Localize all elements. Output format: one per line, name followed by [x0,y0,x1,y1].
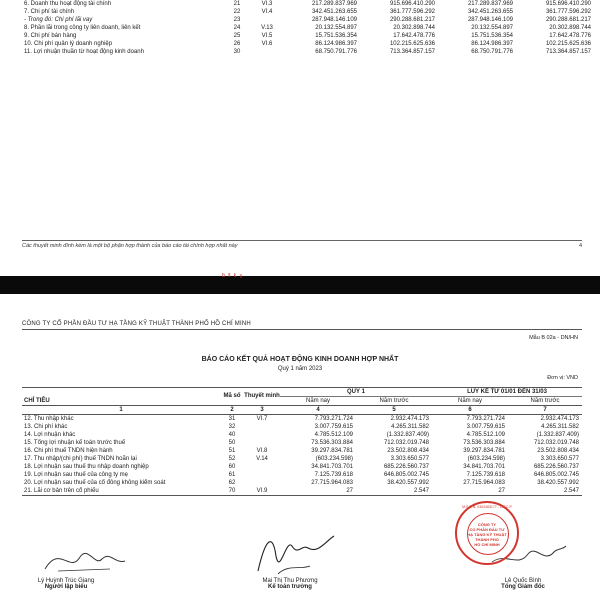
header-divider [22,329,582,330]
quarter-last-year: 646.805.002.745 [383,472,430,478]
cumulative-this-year: 15.751.536.354 [471,33,513,39]
item-note [244,479,280,487]
seal-registration-text: M.S.D.N: 0302483177 - C.T.C.P [462,505,512,509]
table-row [22,40,594,48]
item-code: 52 [228,456,236,462]
table-row [22,431,582,439]
report-page-current [0,294,600,600]
item-label: 11. Lợi nhuận thuần từ hoạt động kinh doanh [24,49,144,55]
index-cell: 1 [22,406,220,415]
cumulative-this-year: 86.124.986.397 [471,41,513,47]
quarter-last-year: 361.777.596.292 [389,9,435,15]
quarter-last-year: 290.288.681.217 [389,17,435,23]
footnote [22,240,582,249]
item-note: VI.3 [261,1,273,7]
item-label: 6. Doanh thu hoạt động tài chính [24,1,112,7]
item-label: 17. Thu nhập/(chi phí) thuế TNDN hoãn lại [24,456,137,462]
item-label: 10. Chi phí quản lý doanh nghiệp [24,41,113,47]
signer-chief-accountant [240,578,340,590]
cumulative-this-year: 4.785.512.109 [466,432,506,438]
item-note [244,423,280,431]
item-label: 7. Chi phí tài chính [24,9,75,15]
seal-line: CỔ PHẦN ĐẦU TƯ [469,527,505,532]
quarter-this-year: (603.234.598) [315,456,353,462]
item-code: 62 [228,480,236,486]
seal-line: HỒ CHÍ MINH [474,542,500,547]
report-title: BÁO CÁO KẾT QUẢ HOẠT ĐỘNG KINH DOANH HỢP NHẤT [201,356,399,363]
signer-role: Tổng Giám đốc [501,584,545,590]
quarter-this-year: 4.785.512.109 [314,432,353,438]
quarter-last-year: (1.332.837.409) [386,432,430,438]
item-note: VI.7 [256,416,268,422]
cumulative-this-year: 7.125.739.618 [466,472,506,478]
item-code: 70 [228,488,236,494]
item-code: 26 [233,41,241,47]
cumulative-last-year: 685.226.560.737 [533,464,580,470]
signer-name: Lý Huỳnh Trúc Giang [37,578,95,584]
quarter-last-year: 23.502.808.434 [387,448,430,454]
col-header-this-year-cumulative: Năm nay [458,398,483,404]
item-label: 18. Lợi nhuận sau thuế thu nhập doanh nghiệp [24,464,149,470]
signer-name: Mai Thị Thu Phương [262,578,318,584]
page-number: 4 [578,243,582,249]
cumulative-last-year: 361.777.596.292 [545,9,591,15]
quarter-last-year: 712.032.019.748 [383,440,430,446]
table-row [22,415,582,424]
company-name: CÔNG TY CỔ PHẦN ĐẦU TƯ HẠ TẦNG KỸ THUẬT THÀNH PHỐ HỒ CHÍ MINH [22,321,251,327]
col-group-quarter: QUÝ 1 [280,388,432,397]
item-code: 60 [228,464,236,470]
cumulative-this-year: 34.841.703.701 [463,464,506,470]
seal-line: HẠ TẦNG KỸ THUẬT [467,532,507,537]
item-label: 15. Tổng lợi nhuận kế toán trước thuế [24,440,126,446]
table-row [22,455,582,463]
col-header-last-year: Năm trước [379,398,409,404]
table-row [22,471,582,479]
quarter-this-year: 20.132.554.897 [315,25,357,31]
cumulative-last-year: 915.696.410.290 [545,1,591,7]
quarter-last-year: 685.226.560.737 [383,464,430,470]
item-code: 40 [228,432,236,438]
item-code: 61 [228,472,236,478]
signer-name: Lê Quốc Bình [504,578,542,584]
cumulative-this-year: 3.007.759.615 [466,424,506,430]
quarter-last-year: 17.642.478.776 [393,33,435,39]
form-code: Mẫu B 02a - DN/HN [529,335,578,341]
index-cell: 3 [244,406,280,415]
quarter-this-year: 7.793.271.724 [314,416,353,422]
item-code: 21 [233,1,241,7]
income-statement-table [22,387,582,496]
cumulative-last-year: 290.288.681.217 [545,17,591,23]
index-row [22,406,582,415]
cumulative-this-year: 27 [498,488,506,494]
cumulative-this-year: 287.948.146.109 [467,17,513,23]
item-code: 32 [228,424,236,430]
signer-preparer [16,578,116,590]
quarter-last-year: 713.364.857.157 [389,49,435,55]
item-label: 21. Lãi cơ bản trên cổ phiếu [24,488,99,494]
table-row [22,16,594,24]
report-period: Quý 1 năm 2023 [277,366,323,372]
quarter-this-year: 27.715.964.083 [311,480,353,486]
table-row [22,479,582,487]
cumulative-last-year: 712.032.019.748 [533,440,580,446]
seal-line: CÔNG TY [477,522,497,527]
item-label: 14. Lợi nhuận khác [24,432,76,438]
signer-general-director [468,578,578,590]
company-seal [455,501,519,565]
quarter-last-year: 915.696.410.290 [389,1,435,7]
item-note [244,431,280,439]
cumulative-this-year: 68.750.791.776 [471,49,513,55]
cumulative-this-year: 27.715.964.083 [463,480,506,486]
cumulative-last-year: 2.932.474.173 [540,416,580,422]
cumulative-last-year: (1.332.837.409) [536,432,580,438]
col-header-last-year-cumulative: Năm trước [530,398,560,404]
quarter-this-year: 7.125.739.618 [314,472,353,478]
item-label: 8. Phần lãi trong công ty liên doanh, liên kết [24,25,141,31]
item-note: VI.9 [256,488,268,494]
quarter-last-year: 4.265.311.582 [391,424,430,430]
cumulative-this-year: 20.132.554.897 [471,25,513,31]
quarter-last-year: 2.547 [414,488,430,494]
index-cell: 6 [432,406,508,415]
item-note: VI.8 [256,448,268,454]
table-row [22,24,594,32]
item-note: VI.5 [261,33,273,39]
item-code: 23 [233,17,241,23]
quarter-this-year: 27 [346,488,353,494]
item-note: V.13 [261,25,273,31]
item-code: 24 [233,25,241,31]
quarter-this-year: 15.751.536.354 [315,33,357,39]
cumulative-this-year: (603.234.598) [467,456,506,462]
page-separator [0,273,600,294]
col-header-this-year: Năm nay [305,398,330,404]
quarter-this-year: 68.750.791.776 [315,49,357,55]
scan-mark: ƀ Ⅱ ƙ ɣ [222,273,244,279]
table-row [22,463,582,471]
cumulative-this-year: 7.793.271.724 [466,416,506,422]
quarter-last-year: 20.302.898.744 [393,25,435,31]
item-code: 30 [233,49,241,55]
table-row [22,48,594,56]
cumulative-this-year: 342.451.263.655 [467,9,513,15]
signer-role: Người lập biểu [44,584,88,590]
table-row [22,447,582,455]
cumulative-last-year: 20.302.898.744 [549,25,591,31]
item-note: VI.4 [261,9,273,15]
quarter-this-year: 86.124.986.397 [315,41,357,47]
previous-page-table [22,0,594,56]
item-label: 19. Lợi nhuận sau thuế của công ty mẹ [24,472,129,478]
cumulative-last-year: 713.364.857.157 [545,49,591,55]
quarter-last-year: 3.303.650.577 [390,456,430,462]
cumulative-this-year: 217.289.837.969 [467,1,513,7]
item-label: 12. Thu nhập khác [24,416,74,422]
table-row [22,0,594,8]
quarter-this-year: 287.948.146.109 [311,17,357,23]
cumulative-last-year: 23.502.808.434 [537,448,580,454]
item-code: 31 [228,416,236,422]
footnote-text: Các thuyết minh đính kèm là một bộ phận hợp thành của báo cáo tài chính hợp nhất này [22,243,238,249]
col-header-item: CHỈ TIÊU [24,398,50,404]
table-row [22,423,582,431]
signer-role: Kế toán trưởng [268,584,312,590]
item-label: - Trong đó: Chi phí lãi vay [24,17,93,23]
quarter-this-year: 217.289.837.969 [311,1,357,7]
currency-unit: Đơn vị: VND [547,375,578,381]
item-label: 9. Chi phí bán hàng [24,33,77,39]
quarter-this-year: 3.007.759.615 [314,424,353,430]
col-group-cumulative: LŨY KẾ TỪ 01/01 ĐẾN 31/03 [432,388,582,397]
col-header-note: Thuyết minh [244,393,280,399]
index-cell: 4 [280,406,356,415]
item-note [244,439,280,447]
item-label: 20. Lợi nhuận sau thuế của cổ đông không kiểm soát [24,480,166,486]
cumulative-last-year: 646.805.002.745 [533,472,580,478]
cumulative-this-year: 73.536.303.884 [463,440,506,446]
quarter-last-year: 102.215.625.636 [389,41,435,47]
item-note: V.14 [256,456,268,462]
quarter-last-year: 2.932.474.173 [390,416,430,422]
cumulative-last-year: 102.215.625.636 [545,41,591,47]
report-page-previous [0,0,600,276]
index-cell: 5 [356,406,432,415]
quarter-this-year: 34.841.703.701 [311,464,353,470]
quarter-this-year: 73.536.303.884 [311,440,353,446]
item-label: 13. Chi phí khác [24,424,68,430]
item-label: 16. Chi phí thuế TNDN hiện hành [24,448,113,454]
cumulative-last-year: 3.303.650.577 [540,456,580,462]
cumulative-last-year: 17.642.478.776 [549,33,591,39]
cumulative-last-year: 4.265.311.582 [541,424,580,430]
col-header-code: Mã số [223,393,241,399]
index-cell: 7 [508,406,582,415]
quarter-this-year: 39.297.834.781 [311,448,353,454]
table-row [22,439,582,447]
item-code: 50 [228,440,236,446]
item-note [252,48,282,56]
item-code: 25 [233,33,241,39]
signature-preparer [40,539,130,579]
table-row [22,32,594,40]
seal-text [457,522,517,547]
signature-chief-accountant [248,526,338,581]
item-note [244,463,280,471]
seal-line: THÀNH PHỐ [475,537,499,542]
cumulative-this-year: 39.297.834.781 [463,448,506,454]
item-note [244,471,280,479]
quarter-last-year: 38.420.557.992 [387,480,430,486]
item-code: 51 [228,448,236,454]
cumulative-last-year: 2.547 [564,488,580,494]
table-row [22,487,582,496]
index-cell: 2 [220,406,244,415]
item-note [252,16,282,24]
item-code: 22 [233,9,241,15]
quarter-this-year: 342.451.263.655 [311,9,357,15]
table-row [22,8,594,16]
item-note: VI.6 [261,41,273,47]
cumulative-last-year: 38.420.557.992 [537,480,580,486]
